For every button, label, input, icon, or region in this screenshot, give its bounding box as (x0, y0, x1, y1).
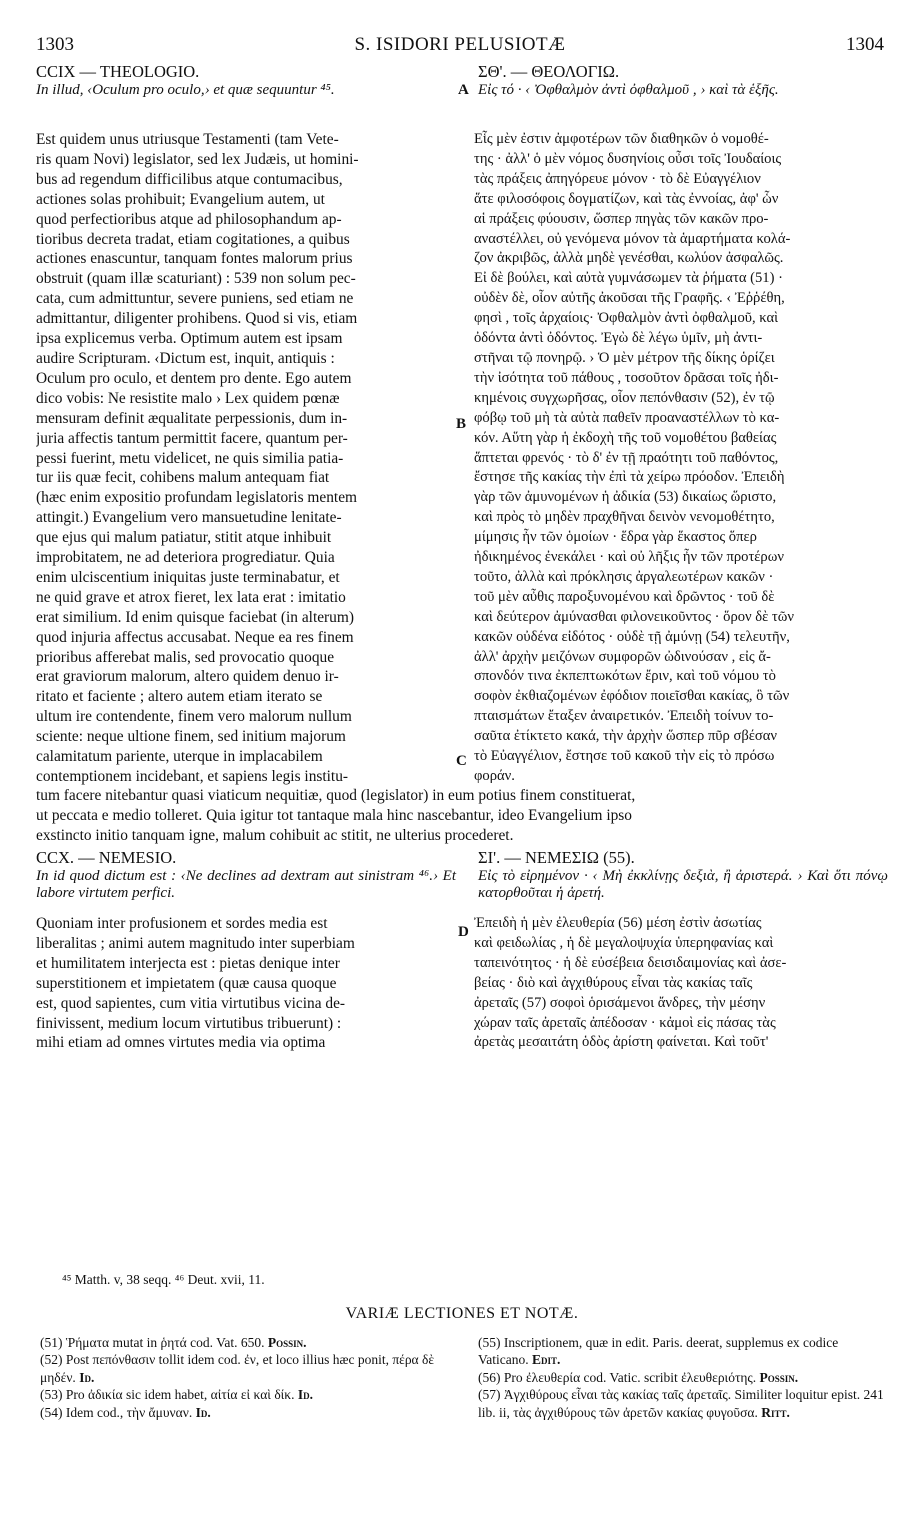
latin-text-line: cata, cum admittuntur, severe puniens, sed etiam ne (36, 290, 354, 308)
latin-text-line: Oculum pro oculo, et dentem pro dente. Ego autem (36, 369, 352, 387)
greek-text-line: αναστέλλει, οὐ γενόμενα μόνον τὰ ἁμαρτήματα κολά- (474, 230, 791, 247)
latin-text-line: est, quod sapientes, cum vitia virtutibus vicina de- (36, 994, 346, 1012)
note-entry (40, 1386, 458, 1403)
full-width-text-line: exstincto initio tanquam igne, malum cohibuit ac stitit, ne ulterius procederet. (36, 826, 514, 844)
greek-text-line: ὀδόντα ἀντὶ ὀδόντος. Ἐγὼ δὲ λέγω ὑμῖν, μὴ ἀντι- (474, 330, 763, 347)
latin-text-line: ultum ire contendente, finem vero malorum nullum (36, 708, 352, 726)
scripture-footnote: ⁴⁵ Matth. v, 38 seqq. ⁴⁶ Deut. xvii, 11. (62, 1272, 265, 1287)
note-entry (478, 1334, 888, 1369)
greek-text-line: τοῦτο, ἀλλὰ καὶ πρόκλησις ἀργαλεωτέρων κακῶν · (474, 568, 774, 585)
greek-text-line: σπονδόν τινα ἐκπεπτωκότων ἔριν, καὶ τοῦ νόμου τὸ (474, 668, 776, 685)
note-signature: Edit. (531, 1352, 561, 1368)
page-number-left: 1303 (36, 34, 74, 55)
greek-title-210: ΣΙ'. — ΝΕΜΕΣΙΩ (55). (478, 848, 635, 867)
note-signature: Ritt. (761, 1404, 790, 1420)
latin-text-line: tur iis quæ fecit, cohibens malum antequam fiat (36, 469, 330, 487)
greek-text-line: τοῦ μὲν αὖθις παροξυνομένου καὶ δρῶντος · τοῦ δὲ (474, 588, 775, 605)
margin-letter-c: C (456, 753, 467, 769)
greek-text-line: τὰς πράξεις ἀπηγόρευε μόνον · τὸ δὲ Εὐαγγέλιον (474, 170, 761, 187)
latin-text-line: ris quam Novi) legislator, sed lex Judæis, ut homini- (36, 150, 359, 168)
page-number-right: 1304 (846, 34, 884, 55)
note-entry (478, 1369, 888, 1386)
latin-column-210 (36, 914, 456, 1053)
latin-text-line: dico vobis: Ne resistite malo › Lex quidem pœnæ (36, 389, 340, 407)
greek-text-line: κόν. Αὕτη γὰρ ἡ ἐκδοχὴ τῆς τοῦ νομοθέτου βαθείας (474, 429, 777, 446)
latin-text-line: (hæc enim expositio profundam legislatoris mentem (36, 489, 358, 507)
greek-text-line: φόβῳ τοῦ μὴ τὰ αὐτὰ παθεῖν προαναστέλλων τὸ κα- (474, 409, 780, 426)
latin-column-209 (36, 130, 456, 787)
greek-title-209: ΣΘ'. — ΘΕΟΛΟΓΙΩ. (478, 62, 620, 81)
note-text: (56) Pro ἐλευθερία cod. Vatic. scribit ἐλευθεριότης. (478, 1369, 760, 1385)
latin-text-line: et humilitatem interjecta est : pietas denique inter (36, 954, 340, 972)
greek-text-line: κακῶν οὐδένα εἰδότος · οὐδὲ τῇ ἀμύνῃ (54) τελευτῆν, (474, 628, 790, 645)
note-text: (55) Inscriptionem, quæ in edit. Paris. deerat, supplemus ex codice Vaticano. (478, 1335, 839, 1368)
latin-text-line: obstruit (quam illæ scaturiant) : 539 non solum pec- (36, 270, 356, 288)
latin-text-line: actiones enascuntur, tanquam fontes malorum prius (36, 250, 353, 268)
full-width-text-line: ut peccata e medio tolleret. Quia igitur tot tantaque mala hinc nascebantur, ideo Evangelium ipso (36, 806, 632, 824)
note-text: (51) Ῥήματα mutat in ῥητά cod. Vat. 650. (40, 1335, 268, 1350)
note-text: (54) Idem cod., τὴν ἄμυναν. (40, 1404, 196, 1420)
note-text: (57) Ἀγχιθύρους εἶναι τὰς κακίας ταῖς ἀρεταῖς. Similiter loquitur epist. 241 lib. ii, τὰς ἀγχιθύρους τῶν ἀρετῶν κακίας φυγοῦσα. (478, 1387, 884, 1420)
latin-text-line: tioribus decreta tradat, etiam cogitationes, a quibus (36, 230, 350, 248)
latin-text-line: attingit.) Evangelium vero mansuetudine lenitate- (36, 509, 342, 527)
full-width-text-209 (36, 786, 884, 846)
latin-text-line: juria affectis tantum permittit facere, quantum per- (36, 429, 348, 447)
margin-letter-a: A (458, 82, 469, 98)
latin-text-line: enim ulciscentium iniquitas juste terminabatur, et (36, 568, 340, 586)
latin-heading-209 (36, 62, 456, 99)
greek-text-line: καὶ πρὸς τὸ μηδὲν πραχθῆναι δεινὸν νενομοθέτητο, (474, 509, 775, 526)
greek-text-line: ταπεινότητος · ἡ δὲ εὐσέβεια δεισιδαιμονίας καὶ ἀσε- (474, 954, 787, 971)
latin-text-line: improbitatem, ne ad deteriora progrediatur. Quia (36, 549, 335, 567)
notes-right-column (478, 1334, 888, 1421)
note-text: (53) Pro ἀδικία sic idem habet, αἰτία εἰ καὶ δίκ. (40, 1387, 298, 1403)
latin-text-line: ne quid grave et atrox fieret, lex lata erat : imitatio (36, 588, 346, 606)
note-signature: Possin. (759, 1369, 799, 1385)
latin-subtitle-210: In id quod dictum est : ‹Ne declines ad dextram aut sinistram ⁴⁶.› Et labore virtutem perfici. (36, 868, 456, 901)
notes-title: VARIÆ LECTIONES ET NOTÆ. (345, 1305, 579, 1322)
latin-text-line: mihi etiam ad omnes virtutes media via optima (36, 1034, 326, 1052)
note-signature: Id. (79, 1369, 95, 1385)
greek-text-line: στῆναι τῷ πονηρῷ. › Ὁ μὲν μέτρον τῆς δίκης ὁρίζει (474, 349, 775, 366)
latin-text-line: calamitatum pariente, uterque in implacabilem (36, 748, 323, 766)
greek-subtitle-210: Εἰς τὸ εἰρημένον · ‹ Μὴ ἐκκλίνῃς δεξιὰ, ἢ ἀριστερά. › Καὶ ὅτι πόνῳ κατορθοῦται ἡ ἀρετή. (478, 868, 888, 901)
full-width-text-line: tum facere nitebantur quasi viaticum nequitiæ, quod (legislator) in eum potius finem constituerat, (36, 787, 636, 804)
greek-text-line: κημένοις συγχωρῆσας, οἷον πεπόνθασιν (52), ἐν τῷ (474, 389, 775, 406)
greek-text-line: φησὶ , τοῖς ἀρχαίοις· Ὀφθαλμὸν ἀντὶ ὀφθαλμοῦ, καὶ (474, 310, 779, 327)
latin-text-line: actiones solas prohibuit; Evangelium autem, ut (36, 190, 325, 208)
running-header (36, 34, 884, 58)
latin-text-line: mensuram definit æqualitate perpessionis, dum in- (36, 409, 348, 427)
greek-text-line: χώραν ταῖς ἀρεταῖς ἀπέδοσαν · κἀμοὶ εἰς πάσας τὰς (474, 1014, 776, 1031)
note-entry (478, 1386, 888, 1421)
greek-text-line: καὶ δεύτερον ἀμύνασθαι φιλονεικοῦντος · ὅρον δὲ τῶν (474, 608, 794, 625)
page-title: S. ISIDORI PELUSIOTÆ (354, 34, 566, 55)
greek-text-line: μίμησις ἦν τῶν ὁμοίων · ἕδρα γὰρ ἕκαστος ὅπερ (474, 529, 757, 546)
notes-left-column (40, 1334, 458, 1421)
latin-text-line: Quoniam inter profusionem et sordes media est (36, 915, 328, 932)
greek-text-line: ἅτε φιλοσόφοις δογματίζων, καὶ τὰς ἐννοίας, ἀφ' ὧν (474, 190, 779, 207)
greek-text-line: Εἷς μὲν ἐστιν ἀμφοτέρων τῶν διαθηκῶν ὁ νομοθέ- (474, 131, 769, 147)
greek-text-line: σοφὸν ἐκθιαζομένων ἐφόδιον ποιεῖσθαι κακίας, ὃ τῶν (474, 688, 790, 705)
greek-text-line: ἀρεταῖς (57) σοφοὶ ὁρισάμενοι ἄνδρες, τὴν μέσην (474, 994, 766, 1011)
greek-column-210 (474, 914, 888, 1053)
latin-subtitle-209: In illud, ‹Oculum pro oculo,› et quæ sequuntur ⁴⁵. (36, 82, 335, 98)
latin-text-line: pessi fuerint, metu videlicet, ne quis similia patia- (36, 449, 344, 467)
latin-text-line: sciente: neque ultione finem, sed initium majorum (36, 728, 346, 746)
note-signature: Id. (297, 1387, 314, 1403)
greek-text-line: ἅπτεται φρενός · τὸ δ' ἐν τῇ πραότητι τοῦ παθόντος, (474, 449, 779, 466)
greek-text-line: ἀρετὰς μεσαιτάτη ὁδὸς ἀρίστη φαίνεται. Καὶ τοῦτ' (474, 1034, 769, 1051)
greek-text-line: τὴν ἰσότητα τοῦ πάθους , τοσοῦτον δρᾶσαι τοῖς ἠδι- (474, 369, 779, 386)
latin-text-line: bus ad regendum difficilibus atque contumacibus, (36, 170, 343, 188)
greek-text-line: οὐδὲν δὲ, οἷον αὐτῆς ἀκοῦσαι τῆς Γραφῆς. ‹ Ἐῤῥέθη, (474, 290, 785, 307)
greek-text-line: φοράν. (474, 768, 515, 784)
latin-text-line: liberalitas ; animi autem magnitudo inter superbiam (36, 934, 355, 952)
greek-text-line: αἱ πράξεις φύουσιν, ὥσπερ πηγὰς τῶν κακῶν προ- (474, 210, 769, 227)
note-entry (40, 1351, 458, 1386)
greek-heading-210 (478, 848, 888, 902)
greek-text-line: ἠδικημένος ἐνεκάλει · καὶ οὐ λῆξις ἦν τῶν προτέρων (474, 549, 784, 566)
latin-text-line: ipsa explicemus verba. Optimum autem est ipsam (36, 330, 343, 348)
greek-column-209 (474, 130, 888, 787)
greek-text-line: σαῦτα ἐτίκτετο κακά, τὴν ἀρχὴν ὥσπερ πῦρ σβέσαν (474, 728, 777, 745)
latin-text-line: audire Scripturam. ‹Dictum est, inquit, antiquis : (36, 349, 335, 367)
margin-letter-d: D (458, 924, 469, 940)
greek-text-line: πταισμάτων ἔταξεν ἀναιρετικόν. Ἐπειδὴ τοίνυν το- (474, 708, 774, 725)
greek-subtitle-209: Εἰς τό · ‹ Ὀφθαλμὸν ἀντὶ ὀφθαλμοῦ , › καὶ τὰ ἑξῆς. (478, 82, 779, 98)
latin-text-line: erat similium. Id enim quisque faciebat (in alterum) (36, 608, 354, 626)
note-entry (40, 1334, 458, 1351)
latin-text-line: erat graviorum malorum, altero quidem denuo ir- (36, 668, 339, 686)
latin-text-line: que ejus qui malum patiatur, stitit atque inhibuit (36, 529, 332, 547)
note-text: (52) Post πεπόνθασιν tollit idem cod. ἐν, et loco illius hæc ponit, πέρα δὲ μηδέν. (40, 1352, 435, 1385)
latin-text-line: quod injuria affectus accusabat. Neque ea res finem (36, 628, 354, 646)
greek-text-line: καὶ φειδωλίας , ἡ δὲ μεγαλοψυχία ὑπερηφανίας καὶ (474, 934, 774, 951)
latin-text-line: superstitionem et impietatem (quæ causa quoque (36, 974, 337, 992)
note-entry (40, 1404, 458, 1421)
greek-text-line: Ἐπειδὴ ἡ μὲν ἐλευθερία (56) μέση ἐστὶν ἀσωτίας (474, 915, 762, 931)
latin-text-line: prioribus afferebat malis, sed provocatio quoque (36, 648, 335, 666)
note-signature: Possin. (267, 1335, 307, 1350)
latin-text-line: admittantur, diligenter prohibens. Quod si vis, etiam (36, 310, 358, 328)
latin-title-209: CCIX — THEOLOGIO. (36, 62, 200, 81)
latin-title-210: CCX. — NEMESIO. (36, 848, 177, 867)
latin-text-line: quod perfectioribus atque ad philosophandum ap- (36, 210, 342, 228)
greek-text-line: γὰρ τῶν ἀμυνομένων ἡ ἀδικία (53) δικαίως ὥριστο, (474, 489, 777, 506)
greek-text-line: τὸ Εὐαγγέλιον, ἔστησε τοῦ κακοῦ τὴν εἰς τὸ πρόσω (474, 748, 775, 765)
latin-text-line: contemptionem incidebant, et sapiens legis institu- (36, 768, 349, 785)
latin-text-line: Est quidem unus utriusque Testamenti (tam Vete- (36, 131, 339, 148)
greek-text-line: ἔστησε τῆς κακίας τὴν ἐπὶ τὰ χείρω πρόοδον. Ἐπειδὴ (474, 469, 785, 486)
greek-text-line: της · ἀλλ' ὁ μὲν νόμος δυσηνίοις οὖσι τοῖς Ἰουδαίοις (474, 150, 782, 167)
greek-heading-209 (478, 62, 888, 99)
greek-text-line: ζον ἀκριβῶς, ἀλλὰ μηδὲ γενέσθαι, κωλύον ἀσφαλῶς. (474, 250, 784, 267)
note-signature: Id. (195, 1404, 211, 1420)
greek-text-line: βείας · διὸ καὶ ἀγχιθύρους εἶναι τὰς κακίας ταῖς (474, 974, 753, 991)
latin-heading-210 (36, 848, 456, 902)
greek-text-line: Εἰ δὲ βούλει, καὶ αὐτὰ γυμνάσωμεν τὰ ῥήματα (51) · (474, 270, 783, 287)
latin-text-line: finivissent, medium locum virtutibus tribuerunt) : (36, 1014, 342, 1032)
margin-letter-b: B (456, 416, 467, 432)
greek-text-line: ἀλλ' ἀρχὴν μειζόνων συμφορῶν ὠδινούσαν , εἰς ἄ- (474, 648, 771, 665)
latin-text-line: ritato et faciente ; altero autem etiam iterato se (36, 688, 323, 706)
